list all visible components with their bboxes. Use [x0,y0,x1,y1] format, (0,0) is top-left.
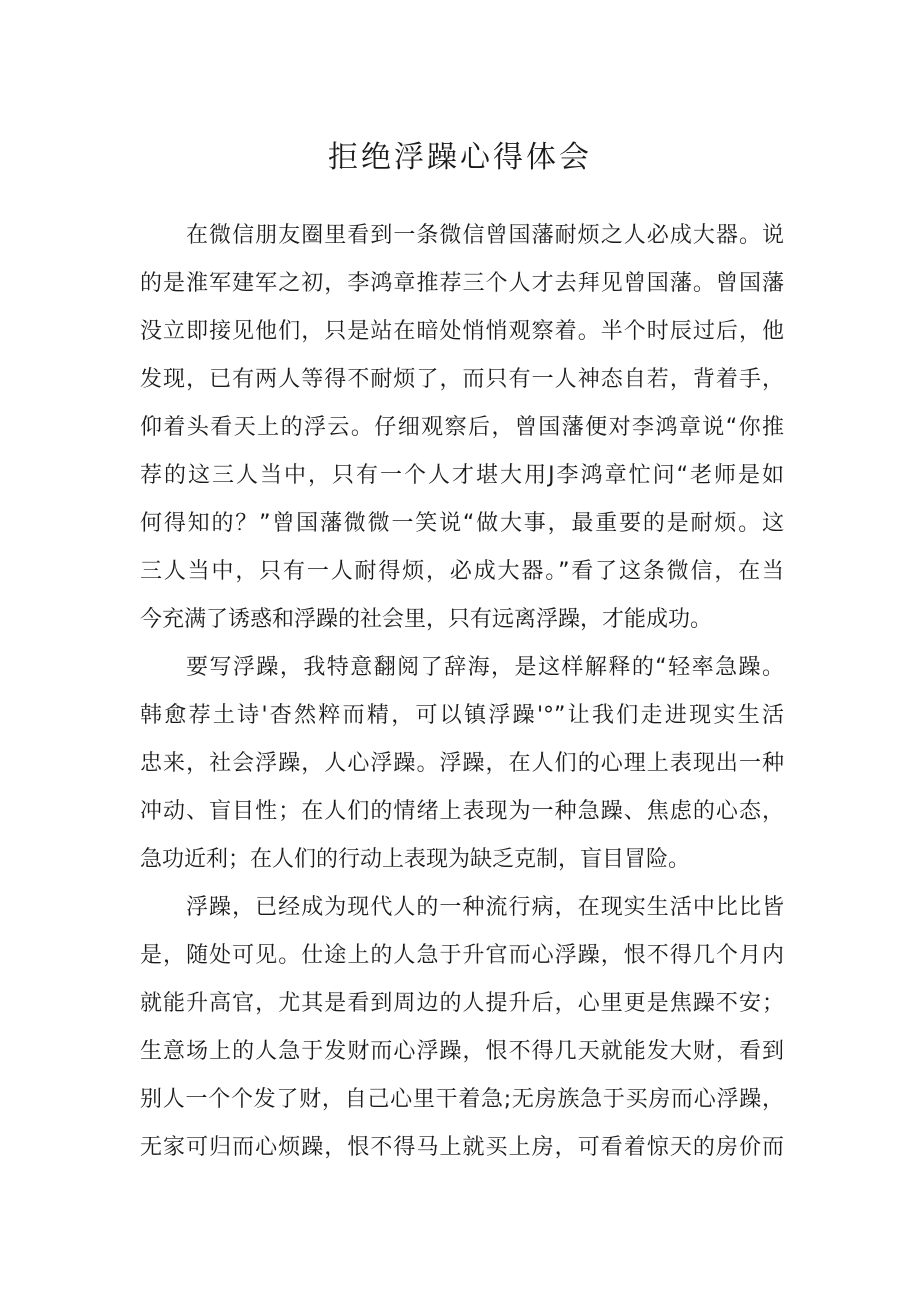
paragraph-2 [140,644,784,884]
text-line: 发现，已有两人等得不耐烦了，而只有一人神态自若，背着手， [140,367,784,392]
text-line: 今充满了诱惑和浮躁的社会里，只有远离浮躁，才能成功。 [140,607,713,632]
text-line: 浮躁，已经成为现代人的一种流行病，在现实生活中比比皆 [186,895,784,920]
text-line: 在微信朋友圈里看到一条微信曾国藩耐烦之人必成大器。说 [186,223,784,248]
text-line: 三人当中，只有一人耐得烦，必成大器。”看了这条微信，在当 [140,559,784,584]
text-line: 韩愈荐土诗'杳然粹而精，可以镇浮躁'°”让我们走进现实生活 [140,703,784,728]
text-line: 冲动、盲目性；在人们的情绪上表现为一种急躁、焦虑的心态， [140,799,784,824]
document-body [140,212,784,1172]
text-line: 何得知的？”曾国藩微微一笑说“做大事，最重要的是耐烦。这 [140,511,784,536]
text-line: 要写浮躁，我特意翻阅了辞海，是这样解释的“轻率急躁。 [186,655,784,680]
text-line: 急功近利；在人们的行动上表现为缺乏克制，盲目冒险。 [140,847,691,872]
text-line: 的是淮军建军之初，李鸿章推荐三个人才去拜见曾国藩。曾国藩 [140,271,784,296]
text-line: 忠来，社会浮躁，人心浮躁。浮躁，在人们的心理上表现出一种 [140,751,784,776]
document-title: 拒绝浮躁心得体会 [328,140,592,175]
text-line: 就能升高官，尤其是看到周边的人提升后，心里更是焦躁不安； [140,991,784,1016]
text-line: 无家可归而心烦躁，恨不得马上就买上房，可看着惊天的房价而 [140,1135,784,1160]
text-line: 别人一个个发了财，自己心里干着急;无房族急于买房而心浮躁， [140,1087,784,1112]
paragraph-3 [140,884,784,1172]
text-line: 生意场上的人急于发财而心浮躁，恨不得几天就能发大财，看到 [140,1039,784,1064]
text-line: 荐的这三人当中，只有一个人才堪大用J李鸿章忙问“老师是如 [140,463,784,488]
paragraph-1 [140,212,784,644]
text-line: 是，随处可见。仕途上的人急于升官而心浮躁，恨不得几个月内 [140,943,784,968]
text-line: 仰着头看天上的浮云。仔细观察后，曾国藩便对李鸿章说“你推 [140,415,784,440]
text-line: 没立即接见他们，只是站在暗处悄悄观察着。半个时辰过后，他 [140,319,784,344]
